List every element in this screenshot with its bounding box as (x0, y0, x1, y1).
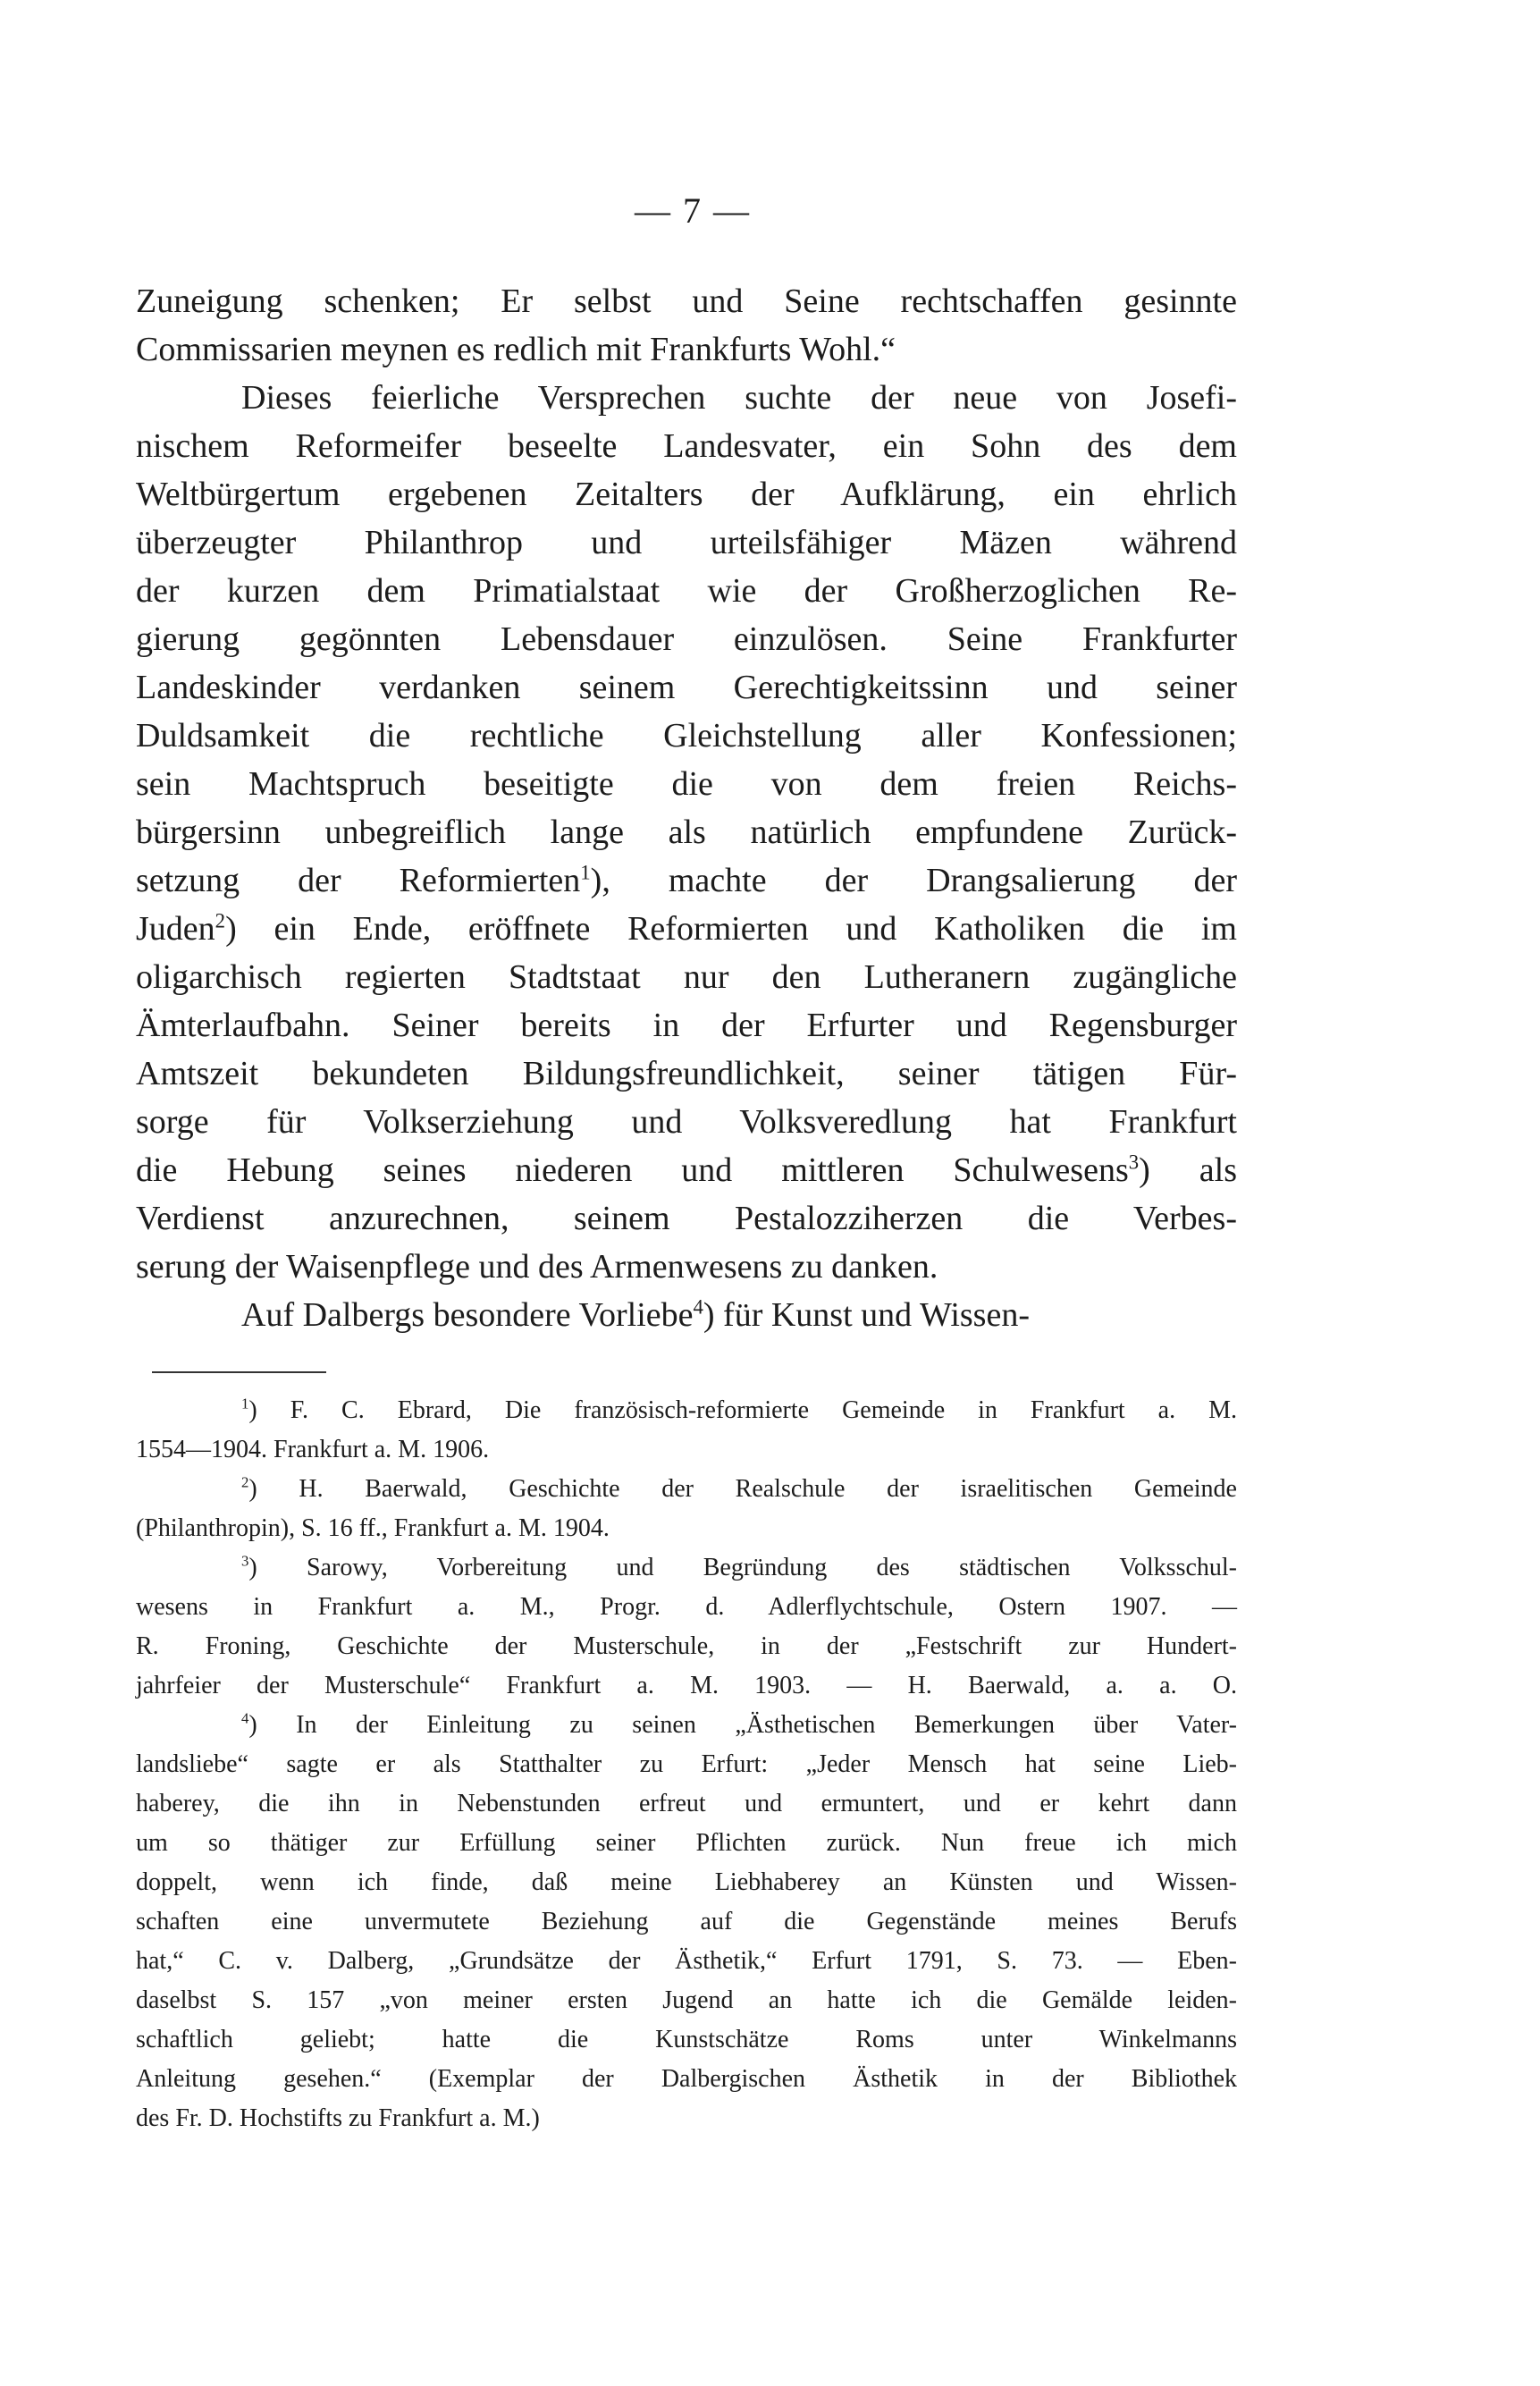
text-line (136, 374, 1237, 422)
text-line-text-continued: ) als (1139, 1151, 1237, 1189)
footnote-line-text-continued: ) In der Einleitung zu seinen „Ästhetischen Bemerkungen über Vater- (248, 1711, 1237, 1739)
footnote-line (136, 1863, 1237, 1902)
text-line-text: bürgersinn unbegreiflich lange als natürlich empfundene Zurück- (136, 814, 1237, 851)
text-line (136, 953, 1237, 1001)
text-line-text: nischem Reformeifer beseelte Landesvater, ein Sohn des dem (136, 427, 1237, 465)
footnote-line-text: 1554—1904. Frankfurt a. M. 1906. (136, 1436, 490, 1463)
footnote-line (136, 1391, 1237, 1430)
text-line-text: Commissarien meynen es redlich mit Frankfurts Wohl.“ (136, 331, 896, 368)
text-line (136, 325, 1237, 374)
footnote-line (136, 1627, 1237, 1666)
footnote-line-text: Anleitung gesehen.“ (Exemplar der Dalbergischen Ästhetik in der Bibliothek (136, 2065, 1237, 2093)
text-line (136, 615, 1237, 663)
text-line-text: Auf Dalbergs besondere Vorliebe (241, 1296, 694, 1334)
footnote-line-text: (Philanthropin), S. 16 ff., Frankfurt a. M. 1904. (136, 1514, 610, 1542)
text-line-text-continued: ) ein Ende, eröffnete Reformierten und Katholiken die im (225, 910, 1237, 948)
text-line (136, 905, 1237, 953)
text-line (136, 1194, 1237, 1243)
text-line-text: der kurzen dem Primatialstaat wie der Großherzoglichen Re- (136, 572, 1237, 610)
footnote-line (136, 2020, 1237, 2060)
footnote-line-text-continued: ) Sarowy, Vorbereitung und Begründung des städtischen Volksschul- (248, 1554, 1237, 1581)
footnote-marker: 4 (241, 1709, 249, 1727)
footnote-line-text: haberey, die ihn in Nebenstunden erfreut und ermuntert, und er kehrt dann (136, 1790, 1237, 1817)
text-line-text: überzeugter Philanthrop und urteilsfähiger Mäzen während (136, 524, 1237, 561)
footnote-marker: 2 (215, 909, 226, 932)
footnote-line (136, 1509, 1237, 1548)
text-line-text: Weltbürgertum ergebenen Zeitalters der Aufklärung, ein ehrlich (136, 476, 1237, 513)
footnote-line (136, 1902, 1237, 1942)
footnote-line-text: schaftlich geliebt; hatte die Kunstschätze Roms unter Winkelmanns (136, 2026, 1237, 2053)
footnote-line (136, 1470, 1237, 1509)
text-line-text: oligarchisch regierten Stadtstaat nur den Lutheranern zugängliche (136, 958, 1237, 996)
footnote-line-text: R. Froning, Geschichte der Musterschule, in der „Festschrift zur Hundert- (136, 1632, 1237, 1660)
text-line (136, 1146, 1237, 1194)
footnote-line-text-continued: ) H. Baerwald, Geschichte der Realschule der israelitischen Gemeinde (248, 1475, 1237, 1503)
footnote-line (136, 1548, 1237, 1588)
footnote-line (136, 2099, 1237, 2138)
footnote-line (136, 1706, 1237, 1745)
footnote-line-text: um so thätiger zur Erfüllung seiner Pflichten zurück. Nun freue ich mich (136, 1829, 1237, 1857)
main-text (136, 277, 1237, 1339)
footnote-line (136, 1588, 1237, 1627)
footnotes (136, 1391, 1237, 2138)
footnote-line (136, 1981, 1237, 2020)
text-line-text: gierung gegönnten Lebensdauer einzulösen. Seine Frankfurter (136, 620, 1237, 658)
footnote-line (136, 1745, 1237, 1784)
text-line-text: die Hebung seines niederen und mittleren Schulwesens (136, 1151, 1129, 1189)
footnote-line-text: hat,“ C. v. Dalberg, „Grundsätze der Ästhetik,“ Erfurt 1791, S. 73. — Eben- (136, 1947, 1237, 1975)
footnote-marker: 3 (241, 1552, 249, 1570)
text-line (136, 277, 1237, 325)
text-line-text: sorge für Volkserziehung und Volksveredlung hat Frankfurt (136, 1103, 1237, 1141)
footnote-line (136, 1784, 1237, 1824)
footnote-line (136, 1824, 1237, 1863)
footnote-line-text: landsliebe“ sagte er als Statthalter zu Erfurt: „Jeder Mensch hat seine Lieb- (136, 1750, 1237, 1778)
text-line-text-continued: ), machte der Drangsalierung der (590, 862, 1237, 899)
footnote-marker: 2 (241, 1473, 249, 1491)
footnote-line-text: jahrfeier der Musterschule“ Frankfurt a. M. 1903. — H. Baerwald, a. a. O. (136, 1672, 1237, 1699)
text-line (136, 1098, 1237, 1146)
text-line-text: serung der Waisenpflege und des Armenwesens zu danken. (136, 1248, 938, 1286)
footnote-divider (152, 1371, 326, 1373)
footnote-marker: 4 (693, 1295, 703, 1319)
text-line (136, 808, 1237, 856)
footnote-line-text: des Fr. D. Hochstifts zu Frankfurt a. M.) (136, 2104, 540, 2132)
footnote-marker: 1 (580, 861, 591, 884)
text-line-text: Dieses feierliche Versprechen suchte der neue von Josefi- (241, 379, 1237, 417)
text-line (136, 663, 1237, 712)
text-line (136, 519, 1237, 567)
footnote-line-text: doppelt, wenn ich finde, daß meine Liebhaberey an Künsten und Wissen- (136, 1868, 1237, 1896)
text-line-text: Duldsamkeit die rechtliche Gleichstellung aller Konfessionen; (136, 717, 1237, 755)
footnote-marker: 1 (241, 1395, 249, 1412)
text-line-text: Zuneigung schenken; Er selbst und Seine rechtschaffen gesinnte (136, 282, 1237, 320)
text-line (136, 760, 1237, 808)
text-line (136, 1050, 1237, 1098)
text-line-text: Ämterlaufbahn. Seiner bereits in der Erfurter und Regensburger (136, 1007, 1237, 1044)
footnote-line-text-continued: ) F. C. Ebrard, Die französisch-reformierte Gemeinde in Frankfurt a. M. (248, 1396, 1237, 1424)
text-line-text-continued: ) für Kunst und Wissen- (703, 1296, 1030, 1334)
text-line-text: Juden (136, 910, 215, 948)
text-line-text: Verdienst anzurechnen, seinem Pestalozziherzen die Verbes- (136, 1200, 1237, 1237)
text-line (136, 1291, 1237, 1339)
text-line-text: Amtszeit bekundeten Bildungsfreundlichkeit, seiner tätigen Für- (136, 1055, 1237, 1092)
text-line (136, 422, 1237, 470)
text-line (136, 1001, 1237, 1050)
text-line-text: Landeskinder verdanken seinem Gerechtigkeitssinn und seiner (136, 669, 1237, 706)
footnote-line-text: wesens in Frankfurt a. M., Progr. d. Adlerflychtschule, Ostern 1907. — (136, 1593, 1237, 1621)
footnote-marker: 3 (1128, 1151, 1140, 1174)
text-line (136, 712, 1237, 760)
footnote-line (136, 1666, 1237, 1706)
text-line-text: sein Machtspruch beseitigte die von dem freien Reichs- (136, 765, 1237, 803)
footnote-line (136, 2060, 1237, 2099)
page-number: — 7 — (635, 190, 751, 231)
footnote-line-text: schaften eine unvermutete Beziehung auf die Gegenstände meines Berufs (136, 1908, 1237, 1935)
footnote-line-text: daselbst S. 157 „von meiner ersten Jugend an hatte ich die Gemälde leiden- (136, 1986, 1237, 2014)
text-line-text: setzung der Reformierten (136, 862, 581, 899)
footnote-line (136, 1430, 1237, 1470)
footnote-line (136, 1942, 1237, 1981)
text-line (136, 1243, 1237, 1291)
text-line (136, 856, 1237, 905)
text-line (136, 567, 1237, 615)
text-line (136, 470, 1237, 519)
